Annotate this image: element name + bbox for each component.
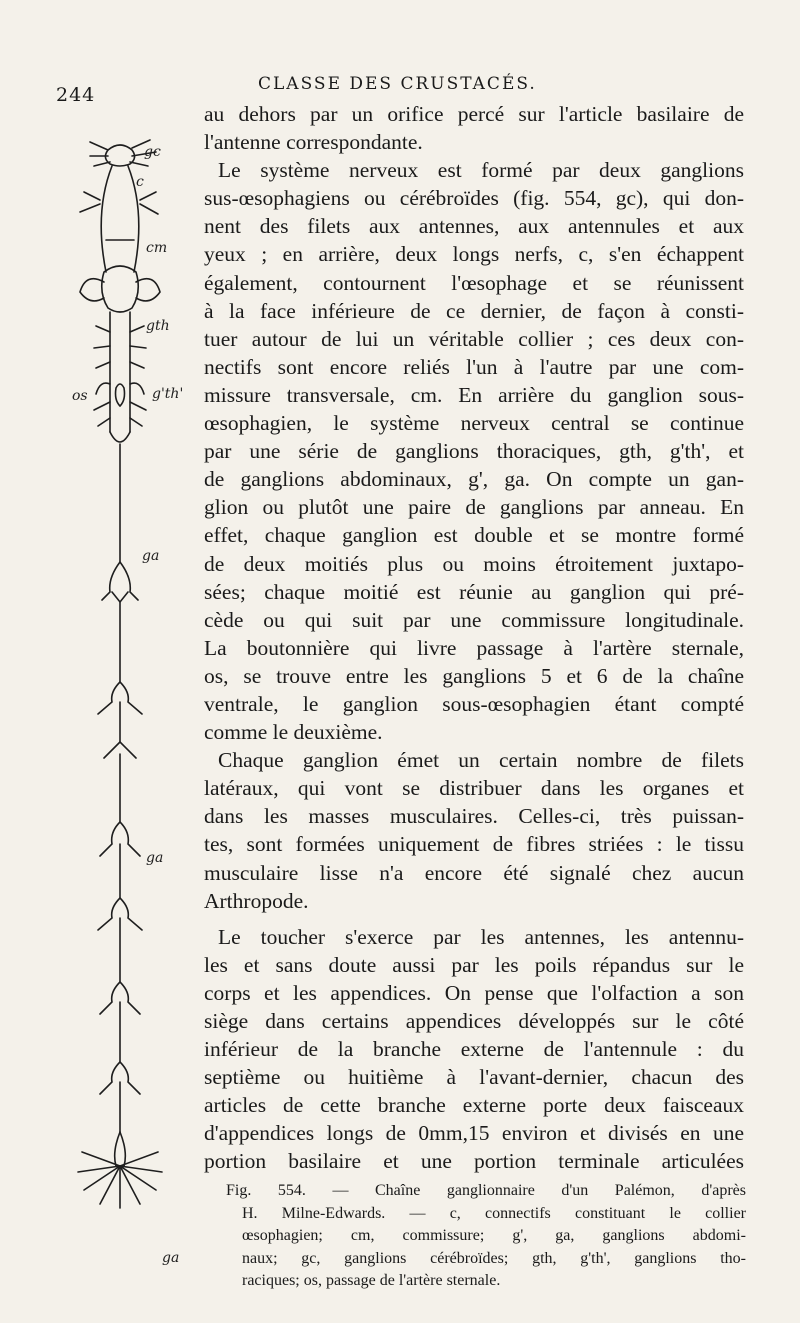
body-line: de deux moitiés plus ou moins étroitement juxtapo- bbox=[204, 551, 744, 576]
ganglion-chain-illustration bbox=[60, 122, 210, 1282]
body-line: corps et les appendices. On pense que l'olfaction a son bbox=[204, 980, 744, 1005]
body-line: ventrale, le ganglion sous-œsophagien étant compté bbox=[204, 691, 744, 716]
body-line: tuer autour de lui un véritable collier ; ces deux con- bbox=[204, 326, 744, 351]
body-line: l'antenne correspondante. bbox=[204, 130, 423, 155]
caption-line: œsophagien; cm, commissure; g', ga, ganglions abdomi- bbox=[242, 1227, 746, 1244]
body-line: missure transversale, cm. En arrière du ganglion sous- bbox=[204, 382, 744, 407]
body-line: portion basilaire et une portion terminale articulées bbox=[204, 1149, 744, 1174]
body-line: à la face inférieure de ce dernier, de façon à consti- bbox=[204, 298, 744, 323]
body-line: siège dans certains appendices développés sur le côté bbox=[204, 1009, 744, 1033]
body-line: par une série de ganglions thoraciques, gth, g'th', et bbox=[204, 439, 744, 464]
body-line: Le toucher s'exerce par les antennes, les antennu- bbox=[218, 924, 744, 949]
body-line: de ganglions abdominaux, g', ga. On compte un gan- bbox=[204, 467, 744, 492]
body-line: nectifs sont encore reliés l'un à l'autre par une com- bbox=[204, 354, 744, 379]
caption-line: Fig. 554. — Chaîne ganglionnaire d'un Palémon, d'après bbox=[226, 1182, 746, 1199]
label-g-th: g'th' bbox=[152, 386, 184, 402]
figure-caption bbox=[226, 1180, 746, 1293]
body-line: comme le deuxième. bbox=[204, 720, 383, 745]
caption-line: naux; gc, ganglions cérébroïdes; gth, g'th', ganglions tho- bbox=[242, 1249, 746, 1267]
label-gc: gc bbox=[144, 144, 161, 160]
page-number: 244 bbox=[56, 84, 96, 106]
body-line: yeux ; en arrière, deux longs nerfs, c, s'en échappent bbox=[204, 242, 744, 267]
body-line: septième ou huitième à l'avant-dernier, chacun des bbox=[204, 1065, 744, 1090]
body-line: tes, sont formées uniquement de fibres striées : le tissu bbox=[204, 832, 744, 857]
body-line: inférieur de la branche externe de l'antennule : du bbox=[204, 1037, 744, 1062]
body-line: cède ou qui suit par une commissure longitudinale. bbox=[204, 607, 744, 632]
body-line: musculaire lisse n'a encore été signalé chez aucun bbox=[204, 860, 744, 885]
label-os: os bbox=[72, 388, 88, 404]
body-line: glion ou plutôt une paire de ganglions par anneau. En bbox=[204, 495, 744, 520]
body-line: Arthropode. bbox=[204, 888, 309, 913]
body-line: Chaque ganglion émet un certain nombre de filets bbox=[218, 748, 744, 773]
body-line: Le système nerveux est formé par deux ganglions bbox=[218, 158, 744, 183]
body-line: La boutonnière qui livre passage à l'artère sternale, bbox=[204, 635, 744, 660]
running-title: CLASSE DES CRUSTACÉS. bbox=[258, 74, 537, 94]
body-line: nent des filets aux antennes, aux antennules et aux bbox=[204, 214, 744, 239]
body-text bbox=[204, 100, 744, 1176]
label-ga-lower: ga bbox=[162, 1250, 180, 1266]
body-line: os, se trouve entre les ganglions 5 et 6 de la chaîne bbox=[204, 663, 744, 688]
body-line: sées; chaque moitié est réunie au ganglion qui pré- bbox=[204, 579, 744, 604]
label-gth: gth bbox=[146, 318, 170, 334]
body-line: effet, chaque ganglion est double et se montre formé bbox=[204, 523, 744, 548]
body-line: sus-œsophagiens ou cérébroïdes (fig. 554, gc), qui don- bbox=[204, 186, 744, 211]
body-line: également, contournent l'œsophage et se réunissent bbox=[204, 270, 744, 295]
label-ga-upper: ga bbox=[142, 548, 160, 564]
label-ga-middle: ga bbox=[146, 850, 164, 866]
body-line: au dehors par un orifice percé sur l'article basilaire de bbox=[204, 102, 744, 126]
body-line: dans les masses musculaires. Celles-ci, très puissan- bbox=[204, 804, 744, 829]
label-cm: cm bbox=[146, 240, 168, 256]
body-line: œsophagien, le système nerveux central se continue bbox=[204, 411, 744, 436]
body-line: articles de cette branche externe porte deux faisceaux bbox=[204, 1093, 744, 1118]
caption-line: raciques; os, passage de l'artère sternale. bbox=[242, 1272, 501, 1289]
figure-ganglion-chain bbox=[60, 122, 210, 1282]
label-c: c bbox=[136, 174, 144, 190]
caption-line: H. Milne-Edwards. — c, connectifs constituant le collier bbox=[242, 1204, 746, 1222]
body-line: latéraux, qui vont se distribuer dans les organes et bbox=[204, 776, 744, 801]
body-line: d'appendices longs de 0mm,15 environ et divisés en une bbox=[204, 1121, 744, 1146]
body-line: les et sans doute aussi par les poils répandus sur le bbox=[204, 952, 744, 977]
